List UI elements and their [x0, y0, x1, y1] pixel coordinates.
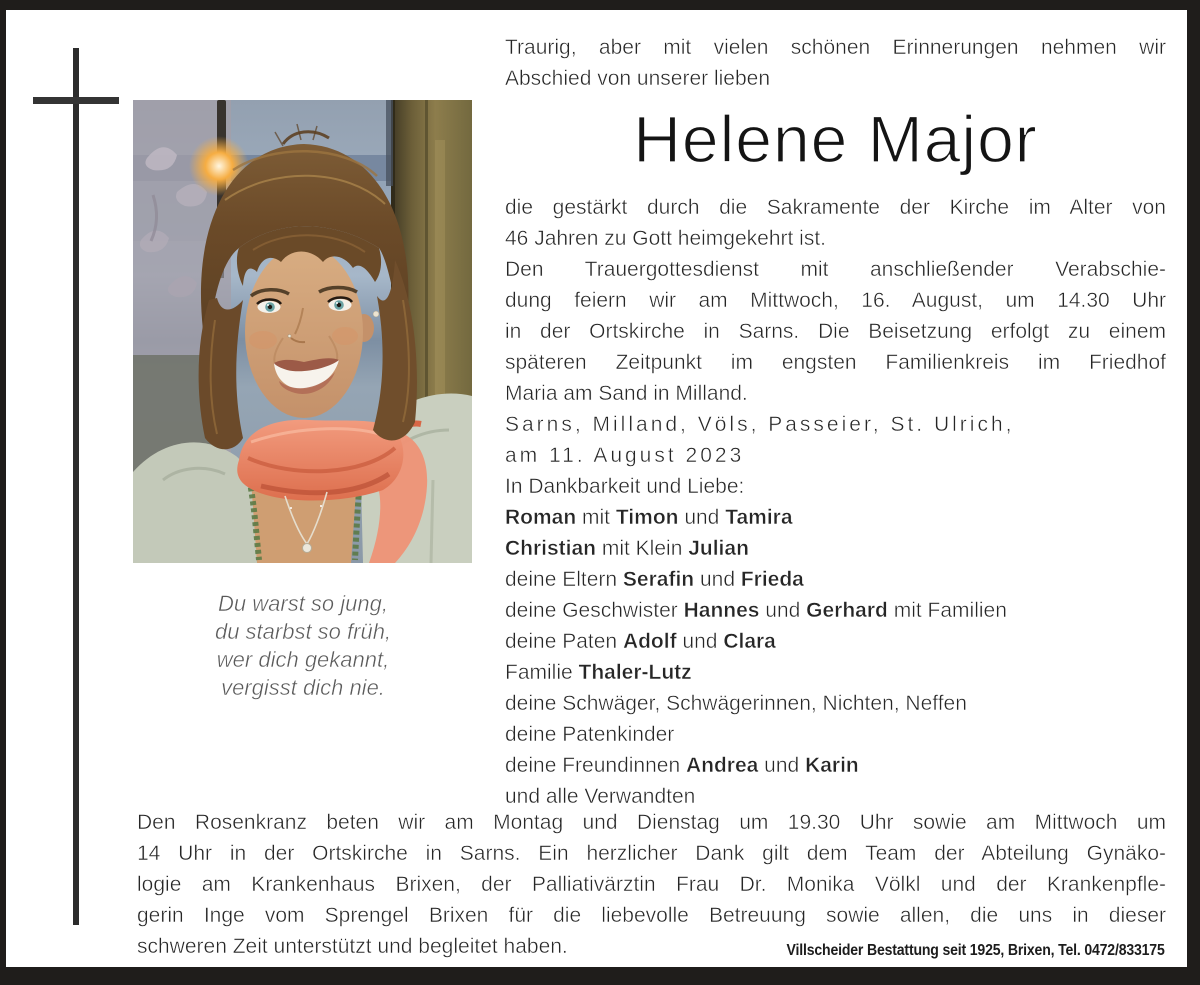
text-segment: Thaler-Lutz	[578, 661, 692, 684]
text-segment: Andrea	[685, 754, 759, 777]
text-segment: die gestärkt durch die Sakramente der Kirche im Alter von	[505, 196, 1166, 219]
text-segment: du starbst so früh,	[214, 619, 392, 644]
text-segment: Du warst so jung,	[218, 591, 388, 616]
notice-card	[6, 10, 1187, 967]
text-segment: Julian	[688, 537, 749, 560]
text-segment: logie am Krankenhaus Brixen, der Palliativärztin Frau Dr. Monika Völkl und der Krankenpfle-	[137, 873, 1166, 896]
text-line	[505, 32, 1166, 63]
text-segment: Familie	[505, 661, 579, 684]
announcement-text	[505, 192, 1166, 812]
text-segment: gerin Inge vom Sprengel Brixen für die liebevolle Betreuung sowie allen, die uns in dieser	[137, 904, 1166, 927]
text-segment: Hannes	[683, 599, 760, 622]
text-line	[505, 254, 1166, 285]
text-line	[505, 378, 1166, 409]
text-segment: deine Freundinnen	[505, 754, 686, 777]
text-segment: Serafin	[622, 568, 695, 591]
memorial-cross-icon	[73, 48, 79, 925]
text-line	[505, 192, 1166, 223]
text-segment: und alle Verwandten	[505, 785, 696, 808]
text-line	[137, 807, 1166, 838]
text-line	[505, 347, 1166, 378]
text-segment: mit Familien	[887, 599, 1007, 622]
text-segment: deine Geschwister	[505, 599, 684, 622]
text-segment: deine Eltern	[505, 568, 623, 591]
text-segment: dung feiern wir am Mittwoch, 16. August, um 14.30 Uhr	[505, 289, 1166, 312]
text-line	[505, 285, 1166, 316]
text-segment: Clara	[723, 630, 776, 653]
text-segment: Tamira	[725, 506, 793, 529]
text-segment: Traurig, aber mit vielen schönen Erinnerungen nehmen wir	[505, 36, 1166, 59]
text-line	[505, 63, 1166, 94]
text-segment: schweren Zeit unterstützt und begleitet haben.	[137, 935, 568, 958]
portrait-photo-illustration	[133, 100, 472, 563]
text-line	[505, 316, 1166, 347]
text-segment: späteren Zeitpunkt im engsten Familienkreis im Friedhof	[505, 351, 1166, 374]
text-line	[133, 590, 473, 618]
intro-text	[505, 32, 1166, 94]
text-segment: Timon	[615, 506, 679, 529]
text-line	[505, 719, 1166, 750]
text-segment: Christian	[505, 537, 597, 560]
text-segment: Den Rosenkranz beten wir am Montag und Dienstag um 19.30 Uhr sowie am Mittwoch um	[137, 811, 1166, 834]
text-segment: und	[758, 754, 806, 777]
text-segment: am 11. August 2023	[505, 444, 745, 467]
portrait-photo	[133, 100, 472, 563]
text-segment: Abschied von unserer lieben	[505, 67, 771, 90]
text-line	[505, 471, 1166, 502]
text-line	[505, 750, 1166, 781]
text-segment: mit Klein	[596, 537, 689, 560]
text-line	[505, 595, 1166, 626]
text-segment: In Dankbarkeit und Liebe:	[505, 475, 745, 498]
text-segment: und	[678, 506, 726, 529]
text-line	[505, 533, 1166, 564]
text-segment: vergisst dich nie.	[221, 675, 385, 700]
text-line	[505, 657, 1166, 688]
text-line	[137, 900, 1166, 931]
text-segment: mit	[576, 506, 616, 529]
text-line	[133, 618, 473, 646]
text-segment: 14 Uhr in der Ortskirche in Sarns. Ein herzlicher Dank gilt dem Team der Abteilung Gynäko-	[137, 842, 1166, 865]
funeral-home-credit: Villscheider Bestattung seit 1925, Brixen, Tel. 0472/833175	[786, 942, 1165, 959]
text-line	[505, 626, 1166, 657]
text-segment: Adolf	[622, 630, 677, 653]
text-segment: Frieda	[740, 568, 804, 591]
text-segment: Maria am Sand in Milland.	[505, 382, 748, 405]
text-line	[505, 223, 1166, 254]
text-segment: deine Paten	[505, 630, 623, 653]
text-line	[137, 838, 1166, 869]
text-segment: 46 Jahren zu Gott heimgekehrt ist.	[505, 227, 826, 250]
text-segment: Gerhard	[806, 599, 888, 622]
text-segment: Roman	[505, 506, 577, 529]
text-segment: in der Ortskirche in Sarns. Die Beisetzung erfolgt zu einem	[505, 320, 1166, 343]
text-segment: Karin	[805, 754, 859, 777]
text-segment: Den Trauergottesdienst mit anschließender Verabschie-	[505, 258, 1166, 281]
text-line	[505, 409, 1166, 440]
text-segment: wer dich gekannt,	[216, 647, 390, 672]
text-segment: und	[676, 630, 724, 653]
text-line	[137, 869, 1166, 900]
text-line	[505, 502, 1166, 533]
memorial-cross-icon-bar	[33, 97, 119, 104]
text-line	[505, 440, 1166, 471]
deceased-name: Helene Major	[633, 102, 1038, 176]
text-segment: deine Patenkinder	[505, 723, 675, 746]
text-line	[505, 688, 1166, 719]
text-segment: deine Schwäger, Schwägerinnen, Nichten, Neffen	[505, 692, 967, 715]
text-line	[133, 674, 473, 702]
text-line	[505, 564, 1166, 595]
text-segment: und	[694, 568, 741, 591]
memorial-poem	[133, 590, 473, 702]
text-line	[133, 646, 473, 674]
text-segment: Sarns, Milland, Völs, Passeier, St. Ulrich,	[505, 413, 1015, 436]
text-segment: und	[759, 599, 807, 622]
